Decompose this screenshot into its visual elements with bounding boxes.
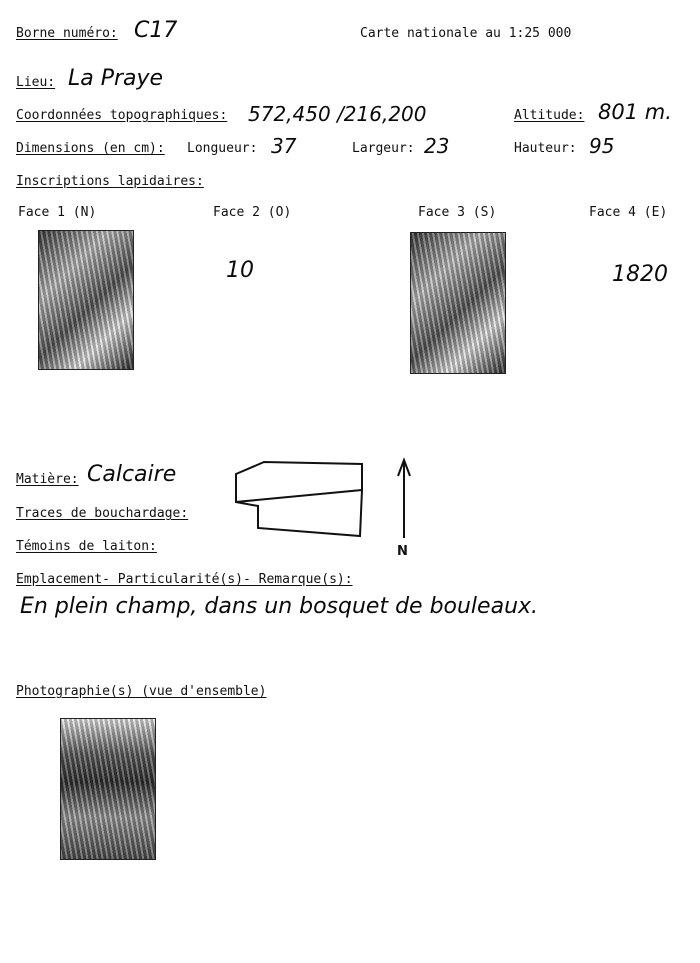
matiere-value: Calcaire bbox=[87, 462, 177, 487]
altitude-value: 801 m. bbox=[598, 100, 672, 124]
lieu-label: Lieu: bbox=[16, 75, 56, 90]
matiere-label: Matière: bbox=[16, 472, 79, 487]
traces-label: Traces de bouchardage: bbox=[16, 506, 189, 521]
hauteur-label: Hauteur: bbox=[514, 141, 577, 156]
overview-photo bbox=[60, 718, 156, 860]
hauteur-value: 95 bbox=[589, 134, 615, 158]
borne-value: C17 bbox=[134, 18, 178, 43]
altitude-label: Altitude: bbox=[514, 108, 585, 123]
coords-value: 572,450 /216,200 bbox=[248, 102, 427, 126]
face-3-photo bbox=[410, 232, 506, 374]
longueur-value: 37 bbox=[271, 134, 297, 158]
face-2-value: 10 bbox=[226, 258, 254, 283]
largeur-label: Largeur: bbox=[352, 141, 415, 156]
largeur-value: 23 bbox=[424, 134, 450, 158]
temoins-label: Témoins de laiton: bbox=[16, 539, 157, 554]
carte-label: Carte nationale au 1:25 000 bbox=[360, 26, 572, 41]
dimensions-label: Dimensions (en cm): bbox=[16, 141, 165, 156]
borne-label: Borne numéro: bbox=[16, 26, 118, 41]
face-1-label: Face 1 (N) bbox=[18, 205, 97, 220]
face-1-photo bbox=[38, 230, 134, 370]
longueur-label: Longueur: bbox=[187, 141, 258, 156]
face-4-value: 1820 bbox=[612, 262, 668, 287]
photographie-label: Photographie(s) (vue d'ensemble) bbox=[16, 684, 267, 699]
stone-outline-sketch bbox=[226, 454, 422, 562]
lieu-value: La Praye bbox=[68, 66, 164, 91]
emplacement-value: En plein champ, dans un bosquet de bouleaux. bbox=[20, 594, 539, 619]
face-3-label: Face 3 (S) bbox=[418, 205, 497, 220]
inscriptions-label: Inscriptions lapidaires: bbox=[16, 174, 204, 189]
emplacement-label: Emplacement- Particularité(s)- Remarque(s): bbox=[16, 572, 353, 587]
north-arrow-label: N bbox=[397, 544, 408, 559]
face-2-label: Face 2 (O) bbox=[213, 205, 292, 220]
face-4-label: Face 4 (E) bbox=[589, 205, 668, 220]
coords-label: Coordonnées topographiques: bbox=[16, 108, 228, 123]
